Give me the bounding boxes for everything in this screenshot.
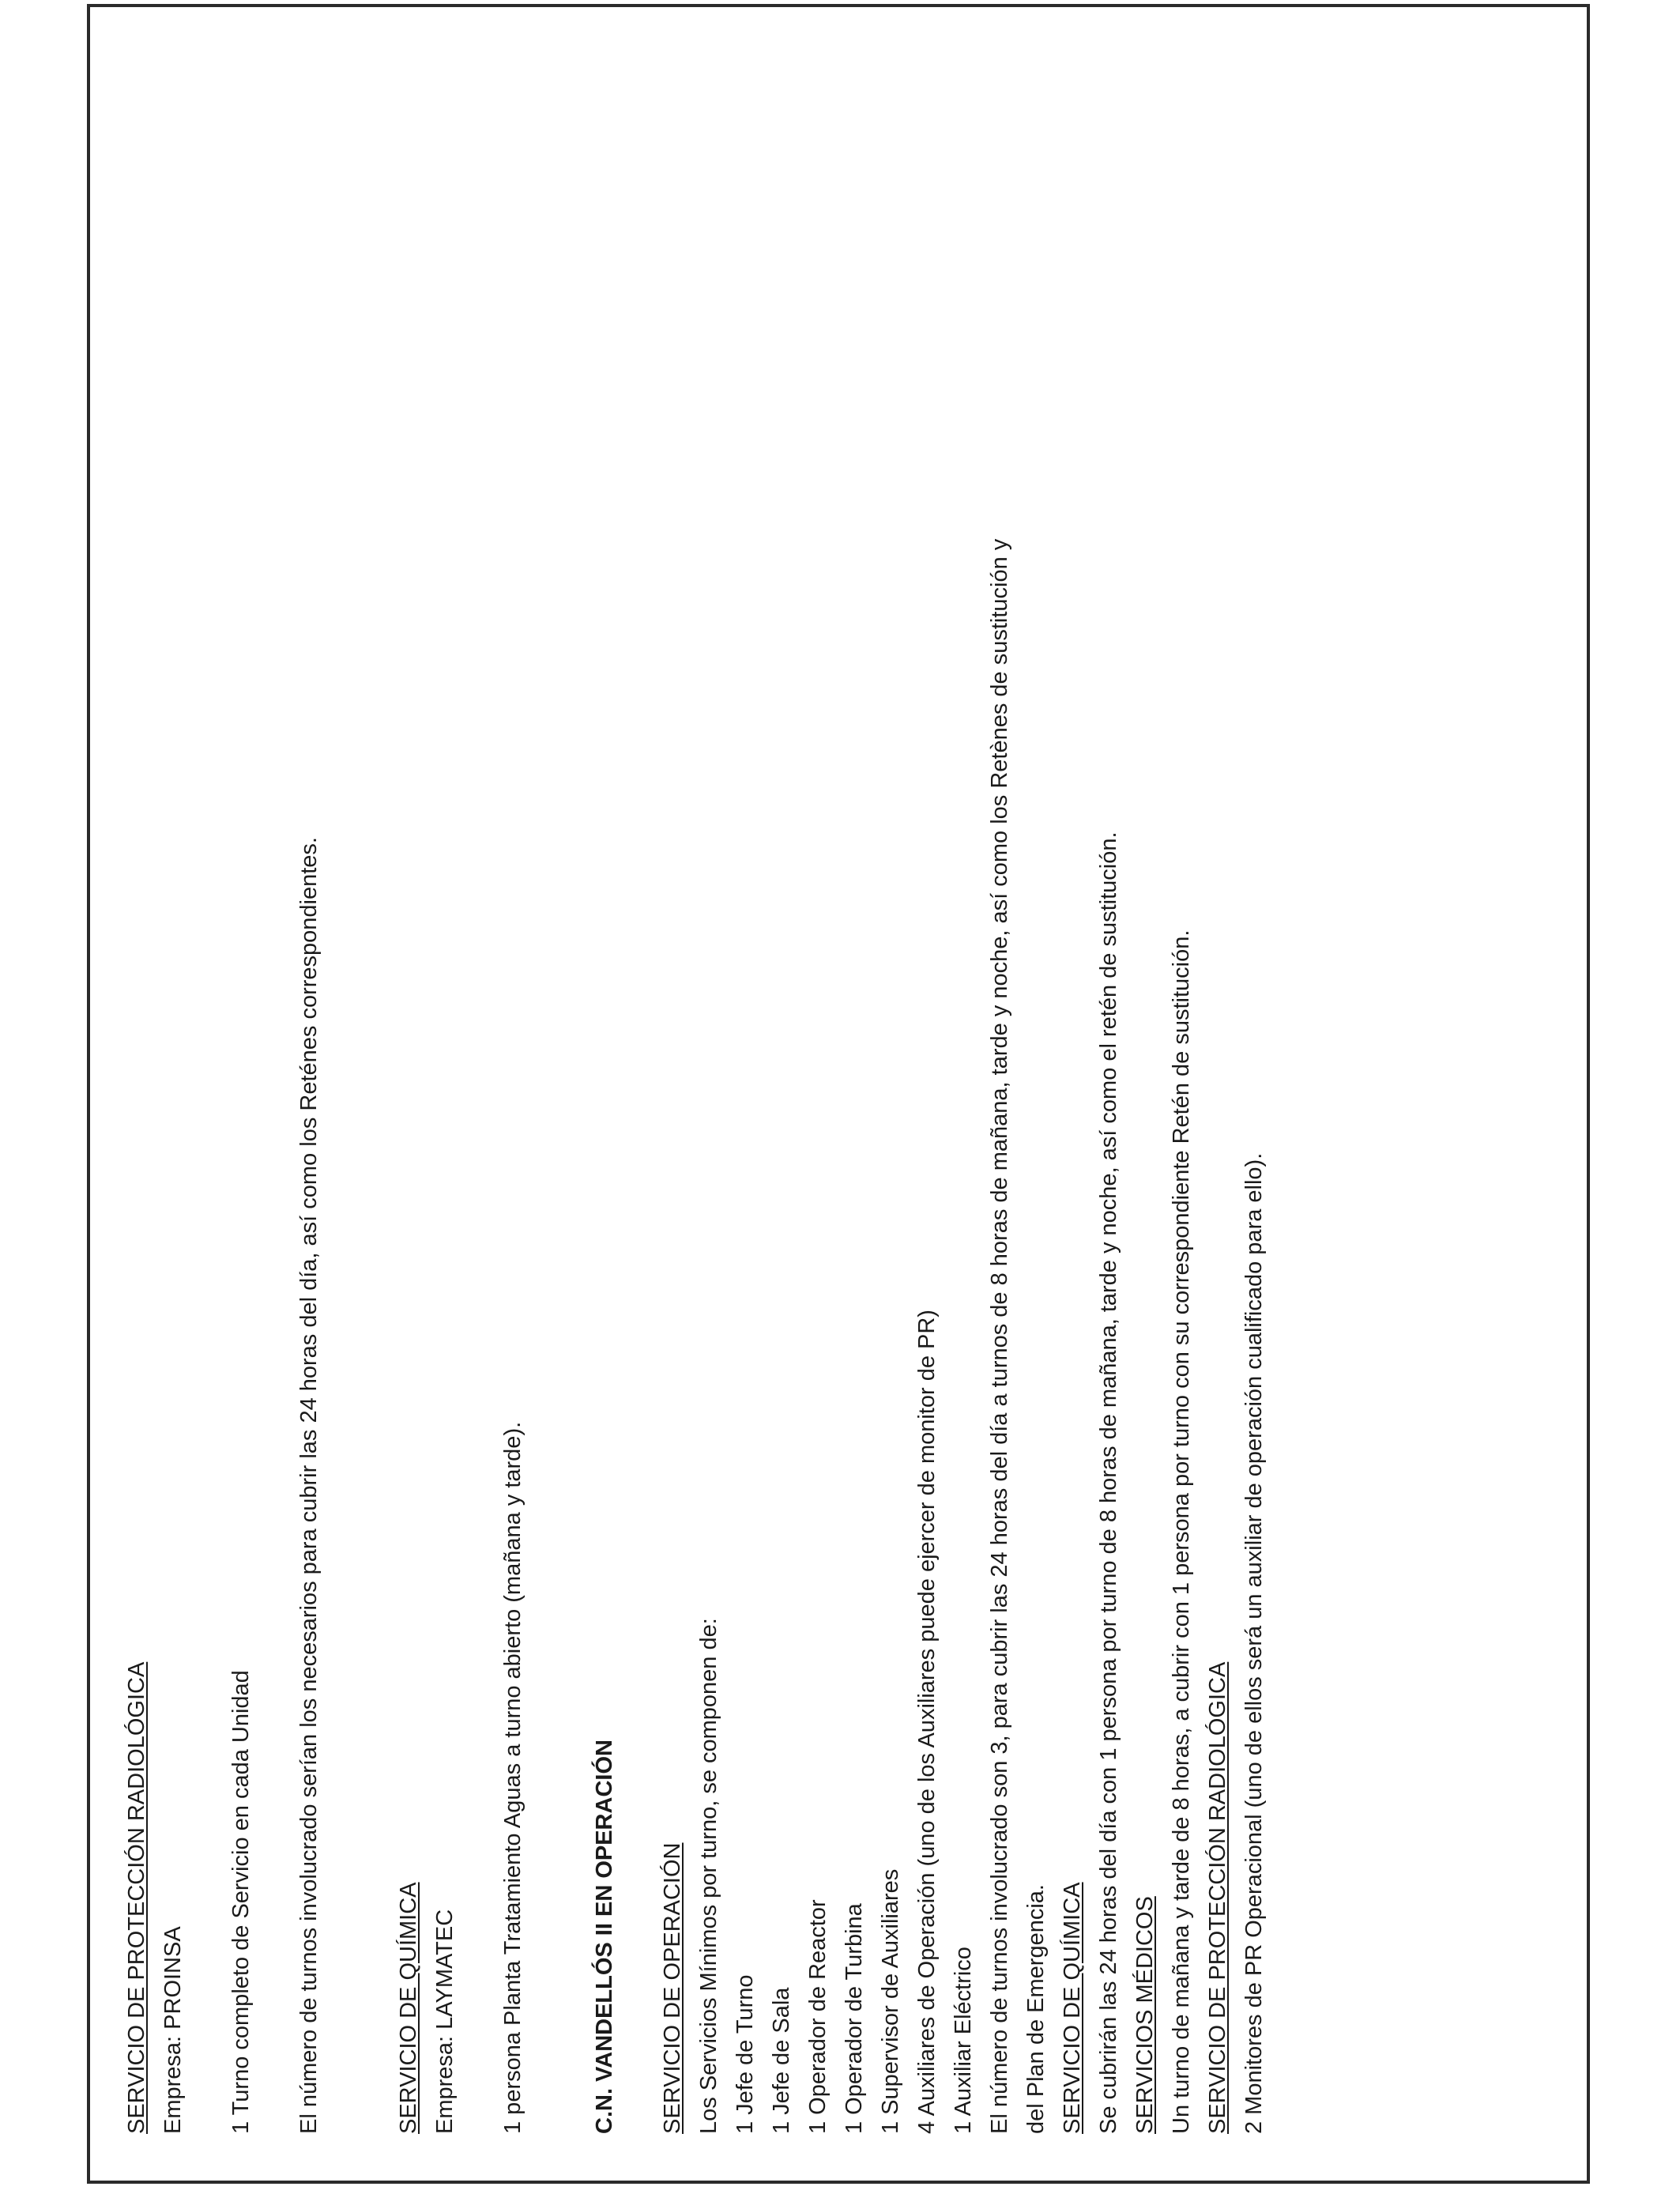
operation-turns-line-2: del Plan de Emergencia. xyxy=(1023,1884,1049,2134)
section-heading-proteccion-radiologica-2: SERVICIO DE PROTECCIÓN RADIOLÓGICA xyxy=(1205,1661,1230,2134)
paragraph-planta-tratamiento: 1 persona Planta Tratamiento Aguas a turno abierto (mañana y tarde). xyxy=(500,1421,525,2134)
text-column xyxy=(119,0,1272,2134)
list-item: 4 Auxiliares de Operación (uno de los Auxiliares puede ejercer de monitor de PR) xyxy=(914,1310,940,2134)
paragraph-turno-completo: 1 Turno completo de Servicio en cada Unidad xyxy=(228,1670,254,2134)
chemistry-text: Se cubrirán las 24 horas del día con 1 persona por turno de 8 horas de mañana, tarde y noche, así como el retén de sustitución. xyxy=(1096,831,1121,2134)
operation-intro: Los Servicios Mínimos por turno, se componen de: xyxy=(696,1618,721,2134)
rotated-document-content xyxy=(119,0,1680,2158)
list-item: 1 Supervisor de Auxiliares xyxy=(878,1868,903,2134)
list-item: 1 Operador de Reactor xyxy=(805,1899,831,2134)
operation-turns-line-1: El número de turnos involucrado son 3, para cubrir las 24 horas del día a turnos de 8 horas de mañana, tarde y noche, así como los Retènes de sustitución y xyxy=(987,538,1012,2134)
plant-title: C.N. VANDELLÓS II EN OPERACIÓN xyxy=(592,1740,617,2134)
section-heading-quimica: SERVICIO DE QUÍMICA xyxy=(396,1882,421,2134)
radiological-text: 2 Monitores de PR Operacional (uno de ellos será un auxiliar de operación cualificado para ello). xyxy=(1241,1152,1267,2134)
section-heading-operacion: SERVICIO DE OPERACIÓN xyxy=(660,1842,685,2134)
list-item: 1 Operador de Turbina xyxy=(842,1903,867,2134)
section-heading-quimica-2: SERVICIO DE QUÍMICA xyxy=(1060,1882,1085,2134)
section-heading-proteccion-radiologica: SERVICIO DE PROTECCIÓN RADIOLÓGICA xyxy=(124,1661,149,2134)
company-proinsa: Empresa: PROINSA xyxy=(160,1926,186,2134)
medical-text: Un turno de mañana y tarde de 8 horas, a cubrir con 1 persona por turno con su correspondiente Retén de sustitución. xyxy=(1169,929,1194,2134)
list-item: 1 Jefe de Sala xyxy=(769,1987,794,2134)
company-laymatec: Empresa: LAYMATEC xyxy=(432,1909,458,2134)
list-item: 1 Jefe de Turno xyxy=(733,1974,758,2134)
paragraph-numero-turnos: El número de turnos involucrado serían los necesarios para cubrir las 24 horas del día, así como los Reténes correspondientes. xyxy=(296,837,322,2134)
section-heading-servicios-medicos: SERVICIOS MÉDICOS xyxy=(1132,1896,1158,2134)
list-item: 1 Auxiliar Eléctrico xyxy=(951,1947,976,2134)
